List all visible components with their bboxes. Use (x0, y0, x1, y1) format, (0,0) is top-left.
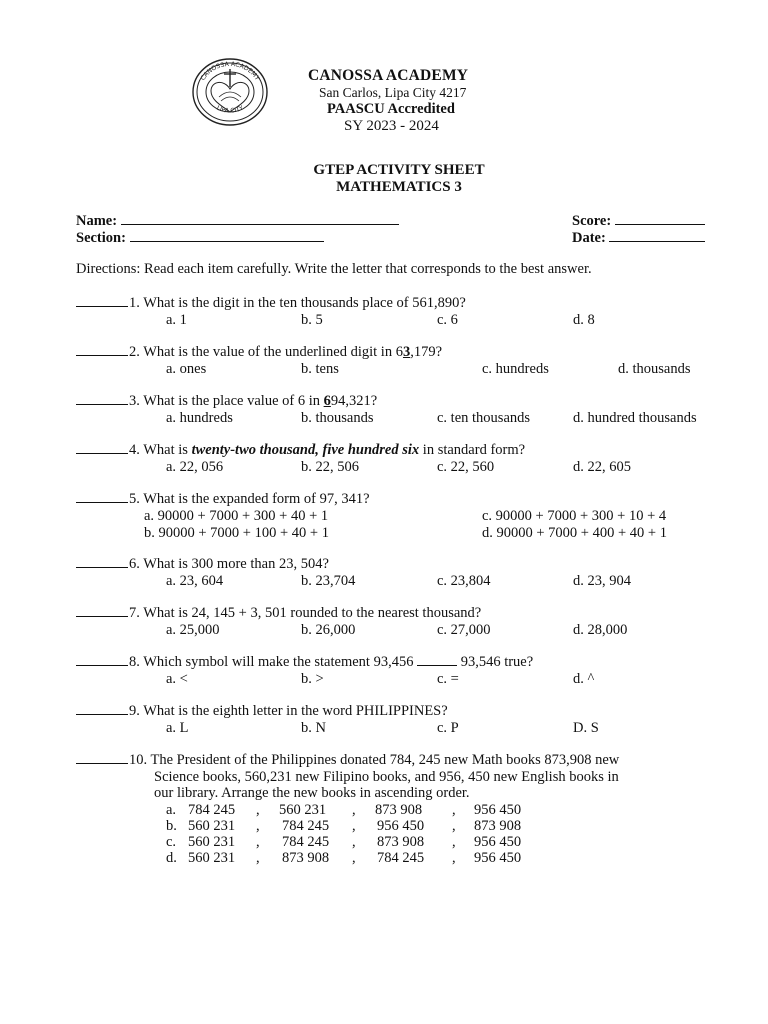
emphasized-number-words: twenty-two thousand, five hundred six (191, 442, 420, 458)
question-2 (76, 343, 746, 378)
school-seal-icon (191, 57, 269, 127)
option-b: b. tens (301, 360, 339, 377)
underlined-digit: 6 (323, 393, 331, 409)
seal-top-text: CANOSSA ACADEMY (199, 60, 261, 82)
option-a: a. 22, 056 (166, 458, 224, 475)
svg-text:LIPA CITY (215, 105, 244, 115)
option-c: c. hundreds (482, 360, 549, 377)
option-c: c. 6 (437, 311, 458, 328)
answer-blank[interactable] (76, 392, 128, 405)
option-a: a. hundreds (166, 409, 233, 426)
option-a: a. ones (166, 360, 207, 377)
answer-blank[interactable] (76, 751, 128, 764)
question-10 (76, 751, 746, 866)
option-d: d. 22, 605 (573, 458, 631, 475)
option-a: a. 25,000 (166, 621, 220, 638)
option-c: c. 22, 560 (437, 458, 495, 475)
question-5 (76, 490, 746, 542)
option-d: d. 23, 904 (573, 572, 631, 589)
option-d: d. 8 (573, 311, 595, 328)
option-d: D. S (573, 719, 599, 736)
statement-blank (417, 653, 457, 666)
option-c: c. 23,804 (437, 572, 491, 589)
answer-blank[interactable] (76, 653, 128, 666)
school-name: CANOSSA ACADEMY (308, 67, 469, 84)
option-c: c. ten thousands (437, 409, 531, 426)
question-stem-end: in standard form? (419, 442, 526, 458)
question-stem: 9. What is the eighth letter in the word PHILIPPINES? (129, 703, 448, 719)
seal-bottom-text: LIPA CITY (215, 104, 245, 115)
question-stem-end: 94,321? (330, 393, 378, 409)
option-b: b. 5 (301, 311, 323, 328)
question-stem: 2. What is the value of the underlined digit in 6 (129, 344, 403, 360)
section-label: Section: (76, 230, 126, 246)
question-1 (76, 294, 746, 329)
option-b: b. thousands (301, 409, 374, 426)
directions: Directions: Read each item carefully. Write the letter that corresponds to the best answer. (76, 261, 592, 277)
question-7 (76, 604, 746, 639)
sheet-titles (0, 162, 768, 196)
option-c: c. P (437, 719, 459, 736)
option-a: a. < (166, 670, 188, 687)
question-stem: 8. Which symbol will make the statement 93,456 (129, 654, 418, 670)
question-stem-end: 93,546 true? (457, 654, 534, 670)
option-b: b. > (301, 670, 324, 687)
student-fields (76, 211, 716, 245)
option-d: d. hundred thousands (573, 409, 697, 426)
option-a: a. L (166, 719, 189, 736)
question-3 (76, 392, 746, 427)
score-blank[interactable] (615, 211, 705, 225)
option-c: c. 560 231 , 784 245 , 873 908 , 956 450 (166, 833, 522, 850)
answer-blank[interactable] (76, 702, 128, 715)
question-stem: 5. What is the expanded form of 97, 341? (129, 491, 370, 507)
option-b: b. 23,704 (301, 572, 356, 589)
option-a: a. 23, 604 (166, 572, 224, 589)
school-accreditation: PAASCU Accredited (327, 101, 455, 117)
name-blank[interactable] (121, 211, 399, 225)
option-d: d. thousands (618, 360, 691, 377)
option-b: b. 22, 506 (301, 458, 359, 475)
school-header (308, 67, 548, 135)
question-stem-line-2: Science books, 560,231 new Filipino books, and 956, 450 new English books in (154, 768, 619, 785)
question-stem: 4. What is (129, 442, 192, 458)
answer-blank[interactable] (76, 604, 128, 617)
option-c: c. 27,000 (437, 621, 491, 638)
question-4 (76, 441, 746, 476)
option-a: a. 90000 + 7000 + 300 + 40 + 1 (144, 507, 329, 524)
sheet-title: GTEP ACTIVITY SHEET (313, 162, 485, 178)
option-d: d. 560 231 , 873 908 , 784 245 , 956 450 (166, 849, 522, 866)
option-b: b. 26,000 (301, 621, 356, 638)
sheet-subject: MATHEMATICS 3 (336, 179, 462, 195)
date-blank[interactable] (609, 228, 705, 242)
underlined-digit: 3 (402, 344, 411, 360)
school-year: SY 2023 - 2024 (344, 118, 439, 134)
school-address: San Carlos, Lipa City 4217 (319, 85, 467, 100)
option-d: d. 90000 + 7000 + 400 + 40 + 1 (482, 524, 667, 541)
question-stem: 7. What is 24, 145 + 3, 501 rounded to the nearest thousand? (129, 605, 482, 621)
question-stem-line-1: 10. The President of the Philippines donated 784, 245 new Math books 873,908 new (129, 752, 620, 768)
answer-blank[interactable] (76, 294, 128, 307)
score-label: Score: (572, 213, 612, 229)
option-b: b. N (301, 719, 326, 736)
option-b: b. 90000 + 7000 + 100 + 40 + 1 (144, 524, 329, 541)
question-stem: 6. What is 300 more than 23, 504? (129, 556, 329, 572)
date-label: Date: (572, 230, 606, 246)
question-8 (76, 653, 746, 688)
option-d: d. 28,000 (573, 621, 628, 638)
answer-blank[interactable] (76, 555, 128, 568)
option-b: b. 560 231 , 784 245 , 956 450 , 873 908 (166, 817, 522, 834)
option-a: a. 784 245 , 560 231 , 873 908 , 956 450 (166, 801, 522, 818)
option-a: a. 1 (166, 311, 187, 328)
section-blank[interactable] (130, 228, 324, 242)
question-6 (76, 555, 746, 590)
question-stem-line-3: our library. Arrange the new books in ascending order. (154, 785, 470, 801)
name-label: Name: (76, 213, 118, 229)
question-stem-end: ,179? (410, 344, 443, 360)
answer-blank[interactable] (76, 441, 128, 454)
answer-blank[interactable] (76, 343, 128, 356)
question-stem: 3. What is the place value of 6 in (129, 393, 324, 409)
question-stem: 1. What is the digit in the ten thousands place of 561,890? (129, 295, 466, 311)
option-c: c. = (437, 670, 459, 687)
option-d: d. ^ (573, 670, 595, 687)
option-c: c. 90000 + 7000 + 300 + 10 + 4 (482, 507, 667, 524)
question-9 (76, 702, 746, 737)
answer-blank[interactable] (76, 490, 128, 503)
